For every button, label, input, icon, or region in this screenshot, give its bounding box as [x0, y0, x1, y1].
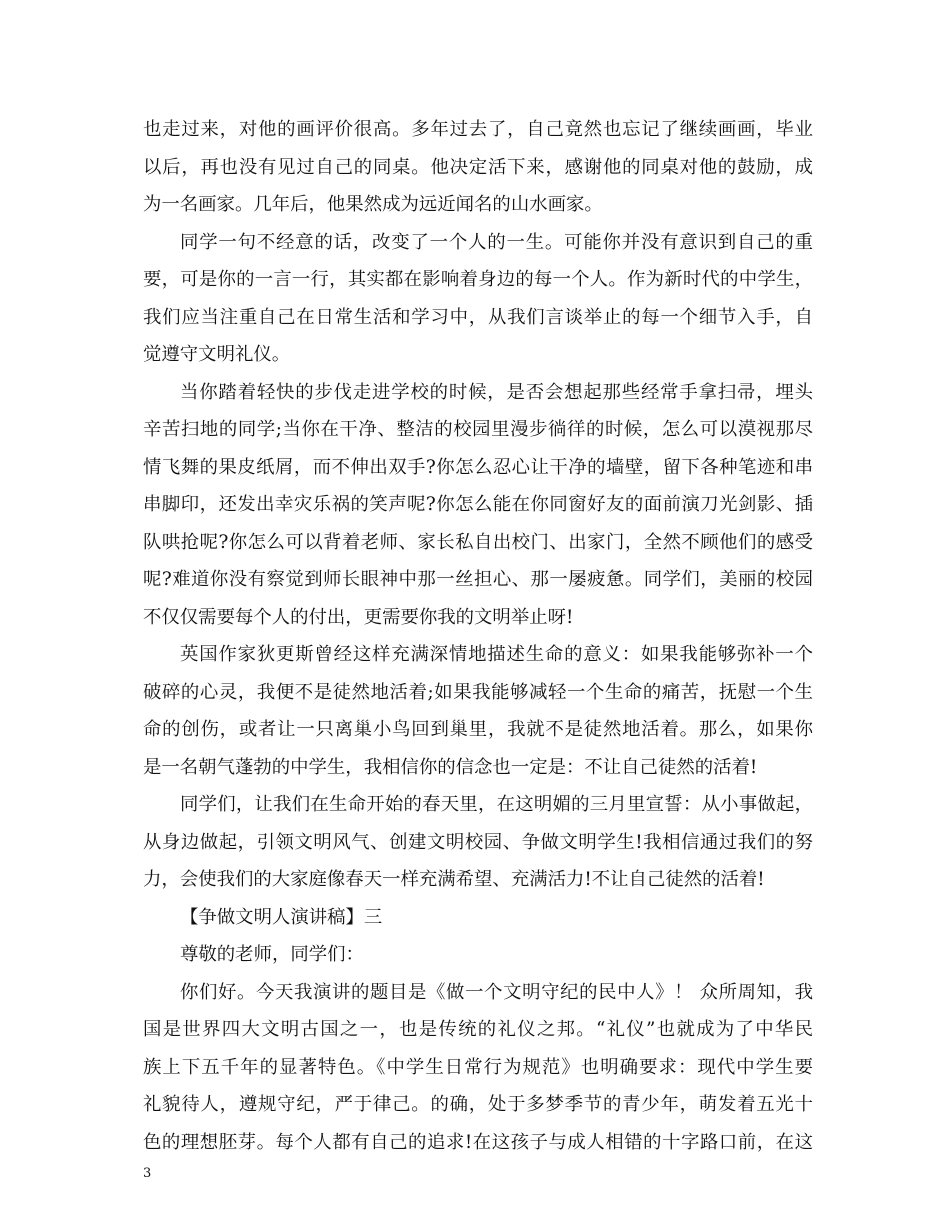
body-text-line: 是一名朝气蓬勃的中学生，我相信你的信念也一定是：不让自己徒然的活着! [143, 757, 758, 778]
body-text-line: 礼貌待人，遵规守纪，严于律己。的确，处于多梦季节的青少年，萌发着五光十 [143, 1094, 813, 1115]
body-text-line: 力，会使我们的大家庭像春天一样充满希望、充满活力!不让自己徒然的活着! [143, 869, 765, 890]
page-number: 3 [143, 1166, 152, 1181]
body-text-line: 破碎的心灵，我便不是徒然地活着;如果我能够减轻一个生命的痛苦，抚慰一个生 [143, 682, 813, 703]
body-text-line: 国是世界四大文明古国之一，也是传统的礼仪之邦。“礼仪”也就成为了中华民 [143, 1019, 813, 1040]
body-text-line: 以后，再也没有见过自己的同桌。他决定活下来，感谢他的同桌对他的鼓励，成 [143, 157, 813, 178]
body-text-line: 色的理想胚芽。每个人都有自己的追求!在这孩子与成人相错的十字路口前，在这 [143, 1132, 813, 1153]
body-text-line: 也走过来，对他的画评价很高。多年过去了，自己竟然也忘记了继续画画，毕业 [143, 119, 813, 140]
body-text-line: 当你踏着轻快的步伐走进学校的时候，是否会想起那些经常手拿扫帚，埋头 [180, 382, 813, 403]
body-text-line: 情飞舞的果皮纸屑，而不伸出双手?你怎么忍心让干净的墙壁，留下各种笔迹和串 [143, 457, 813, 478]
body-text-line: 辛苦扫地的同学;当你在干净、整洁的校园里漫步徜徉的时候，怎么可以漠视那尽 [143, 419, 813, 440]
body-text-line: 队哄抢呢?你怎么可以背着老师、家长私自出校门、出家门，全然不顾他们的感受 [143, 532, 813, 553]
body-text-line: 要，可是你的一言一行，其实都在影响着身边的每一个人。作为新时代的中学生， [143, 269, 813, 290]
section-heading: 【争做文明人演讲稿】三 [180, 907, 383, 928]
body-text-line: 觉遵守文明礼仪。 [143, 344, 291, 365]
body-text-line: 呢?难道你没有察觉到师长眼神中那一丝担心、那一屡疲惫。同学们，美丽的校园 [143, 569, 813, 590]
body-text-line: 你们好。今天我演讲的题目是《做一个文明守纪的民中人》！ 众所周知，我 [180, 982, 813, 1003]
body-text-line: 不仅仅需要每个人的付出，更需要你我的文明举止呀! [143, 607, 574, 628]
body-text-line: 为一名画家。几年后，他果然成为远近闻名的山水画家。 [143, 194, 603, 215]
body-text-line: 同学一句不经意的话，改变了一个人的一生。可能你并没有意识到自己的重 [180, 232, 813, 253]
body-text-line: 族上下五千年的显著特色。《中学生日常行为规范》也明确要求：现代中学生要 [143, 1057, 813, 1078]
body-text-line: 从身边做起，引领文明风气、创建文明校园、争做文明学生!我相信通过我们的努 [143, 832, 813, 853]
body-text-line: 同学们，让我们在生命开始的春天里，在这明媚的三月里宣誓：从小事做起， [180, 794, 813, 815]
salutation: 尊敬的老师，同学们： [180, 944, 364, 965]
body-text-line: 我们应当注重自己在日常生活和学习中，从我们言谈举止的每一个细节入手，自 [143, 307, 813, 328]
body-text-line: 英国作家狄更斯曾经这样充满深情地描述生命的意义：如果我能够弥补一个 [180, 644, 813, 665]
body-text-line: 命的创伤，或者让一只离巢小鸟回到巢里，我就不是徒然地活着。那么，如果你 [143, 719, 813, 740]
body-text-line: 串脚印，还发出幸灾乐祸的笑声呢?你怎么能在你同窗好友的面前演刀光剑影、插 [143, 494, 813, 515]
